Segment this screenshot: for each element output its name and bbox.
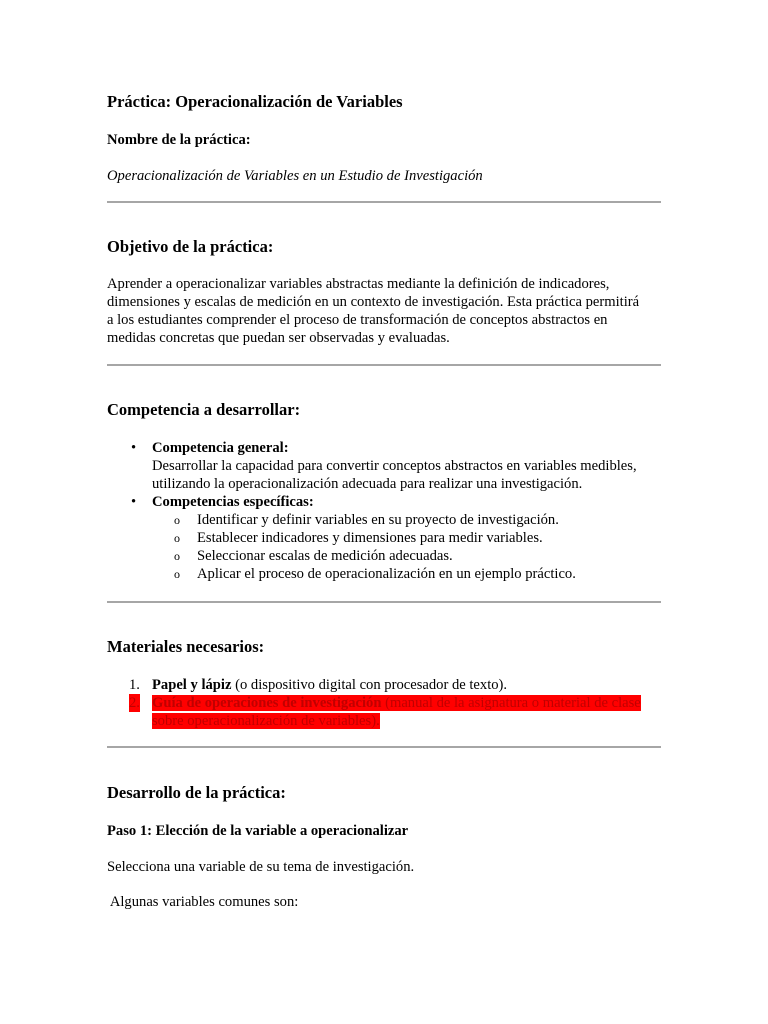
objective-text: [107, 275, 661, 347]
general-competence-line: utilizando la operacionalización adecuada para realizar una investigación.: [152, 476, 583, 492]
item-number: 2.: [129, 695, 140, 711]
instruction-block: [107, 858, 661, 876]
examples-intro-block: [107, 893, 661, 911]
list-item: [152, 511, 661, 529]
material-description-cont: sobre operacionalización de variables).: [152, 713, 380, 729]
practice-name-label-block: [107, 131, 661, 149]
general-competence-label: Competencia general:: [152, 440, 289, 456]
circle-bullet-icon: o: [174, 513, 180, 527]
list-item: [152, 565, 661, 583]
materials-list-block: [107, 676, 661, 730]
objective-heading-block: [107, 237, 661, 257]
materials-heading-block: [107, 637, 661, 657]
development-heading-block: [107, 783, 661, 803]
step1-heading: Paso 1: Elección de la variable a operacionalizar: [107, 823, 409, 839]
divider: [107, 364, 661, 366]
objective-line: Aprender a operacionalizar variables abstractas mediante la definición de indicadores,: [107, 276, 610, 292]
specific-competence-item: Identificar y definir variables en su proyecto de investigación.: [197, 512, 559, 528]
competence-heading-block: [107, 400, 661, 420]
specific-competence-label: Competencias específicas:: [152, 494, 314, 510]
development-heading: Desarrollo de la práctica:: [107, 783, 286, 802]
circle-bullet-icon: o: [174, 567, 180, 581]
materials-list: [107, 676, 661, 730]
divider: [107, 746, 661, 748]
objective-line: medidas concretas que puedan ser observadas y evaluadas.: [107, 330, 450, 346]
bullet-icon: •: [131, 440, 137, 456]
document-title: Práctica: Operacionalización de Variables: [107, 92, 403, 111]
bullet-icon: •: [131, 494, 137, 510]
objective-line: a los estudiantes comprender el proceso de transformación de conceptos abstractos en: [107, 312, 608, 328]
general-competence-line: Desarrollar la capacidad para convertir conceptos abstractos en variables medibles,: [152, 458, 637, 474]
divider: [107, 201, 661, 203]
objective-line: dimensiones y escalas de medición en un contexto de investigación. Esta práctica permitirá: [107, 294, 640, 310]
material-name: Papel y lápiz: [152, 677, 232, 693]
specific-competence-item: Aplicar el proceso de operacionalización en un ejemplo práctico.: [197, 566, 576, 582]
specific-competence-list: [152, 511, 661, 583]
material-description: (manual de la asignatura o material de clase: [381, 695, 641, 711]
step1-block: [107, 822, 661, 840]
list-item: [107, 439, 661, 493]
list-item: [152, 547, 661, 565]
circle-bullet-icon: o: [174, 549, 180, 563]
list-item: [107, 493, 661, 583]
competence-list: [107, 439, 661, 583]
specific-competence-item: Seleccionar escalas de medición adecuadas.: [197, 548, 453, 564]
list-item-highlighted: [107, 694, 661, 730]
objective-heading: Objetivo de la práctica:: [107, 237, 274, 256]
title-block: [107, 92, 661, 112]
practice-name-value: Operacionalización de Variables en un Estudio de Investigación: [107, 168, 483, 184]
materials-heading: Materiales necesarios:: [107, 637, 265, 656]
specific-competence-item: Establecer indicadores y dimensiones para medir variables.: [197, 530, 543, 546]
practice-name-value-block: [107, 167, 661, 185]
material-name: Guía de operaciones de investigación: [152, 695, 382, 711]
instruction-text: Selecciona una variable de su tema de investigación.: [107, 859, 415, 875]
examples-intro: Algunas variables comunes son:: [107, 894, 299, 910]
practice-name-label: Nombre de la práctica:: [107, 132, 251, 148]
item-number: 1.: [129, 677, 140, 693]
competence-heading: Competencia a desarrollar:: [107, 400, 301, 419]
list-item: [107, 676, 661, 694]
circle-bullet-icon: o: [174, 531, 180, 545]
divider: [107, 601, 661, 603]
list-item: [152, 529, 661, 547]
material-description: (o dispositivo digital con procesador de texto).: [231, 677, 508, 693]
competence-list-block: [107, 439, 661, 583]
